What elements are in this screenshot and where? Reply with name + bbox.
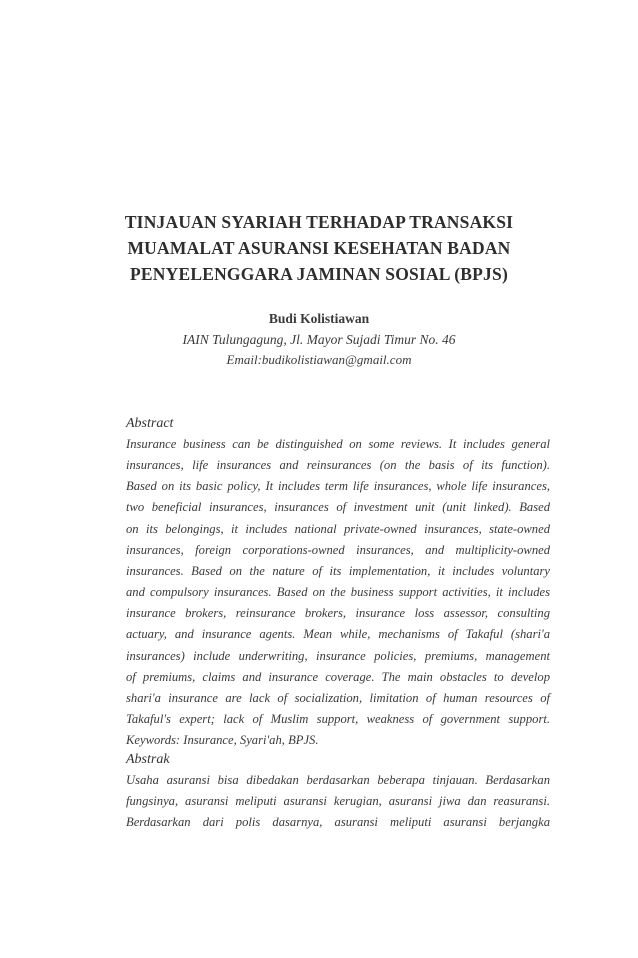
abstract-line: of premiums, claims and insurance coverage. The main obstacles to develop: [126, 669, 550, 684]
abstract-line: Insurance business can be distinguished on some reviews. It includes general: [126, 437, 550, 451]
abstract-line: Takaful's expert; lack of Muslim support, weakness of government support.: [126, 712, 550, 727]
abstrak-heading: Abstrak: [126, 752, 170, 767]
abstract-heading: Abstract: [126, 416, 174, 431]
abstract-line: on its belongings, it includes national private-owned insurances, state-owned: [126, 521, 550, 536]
abstract-line: and compulsory insurances. Based on the business support activities, it includes: [126, 585, 550, 600]
abstrak-section: [126, 749, 550, 833]
author-affiliation: IAIN Tulungagung, Jl. Mayor Sujadi Timur No. 46: [182, 332, 456, 347]
abstract-line: insurances, foreign corporations-owned insurances, and multiplicity-owned: [126, 542, 550, 557]
abstract-line: Based on its basic policy, It includes term life insurances, whole life insurances,: [126, 479, 550, 494]
abstract-line: insurance brokers, reinsurance brokers, insurance loss assessor, consulting: [126, 606, 550, 621]
title-line: MUAMALAT ASURANSI KESEHATAN BADAN: [127, 238, 511, 258]
title-line: PENYELENGGARA JAMINAN SOSIAL (BPJS): [130, 264, 508, 284]
author-email: Email:budikolistiawan@gmail.com: [226, 352, 412, 367]
abstract-line: insurances) include underwriting, insurance policies, premiums, management: [126, 648, 550, 663]
abstract-keywords: Keywords: Insurance, Syari'ah, BPJS.: [126, 733, 319, 748]
paper-title: [100, 209, 538, 287]
abstract-line: actuary, and insurance agents. Mean while, mechanisms of Takaful (shari'a: [126, 627, 550, 642]
abstract-body: [126, 434, 550, 751]
abstract-line: two beneficial insurances, insurances of investment unit (unit linked). Based: [126, 500, 550, 515]
abstrak-body: [126, 770, 550, 833]
author-name: Budi Kolistiawan: [268, 311, 370, 326]
abstrak-line: fungsinya, asuransi meliputi asuransi kerugian, asuransi jiwa dan reasuransi.: [126, 794, 550, 809]
abstract-section: [126, 413, 550, 751]
abstract-line: insurances. Based on the nature of its implementation, it includes voluntary: [126, 563, 550, 578]
abstrak-line: Usaha asuransi bisa dibedakan berdasarkan beberapa tinjauan. Berdasarkan: [126, 773, 550, 787]
title-line: TINJAUAN SYARIAH TERHADAP TRANSAKSI: [124, 212, 514, 232]
abstract-line: shari'a insurance are lack of socialization, limitation of human resources of: [126, 690, 550, 705]
abstract-line: insurances, life insurances and reinsurances (on the basis of its function).: [126, 458, 550, 473]
abstrak-line: Berdasarkan dari polis dasarnya, asuransi meliputi asuransi berjangka: [126, 815, 550, 830]
